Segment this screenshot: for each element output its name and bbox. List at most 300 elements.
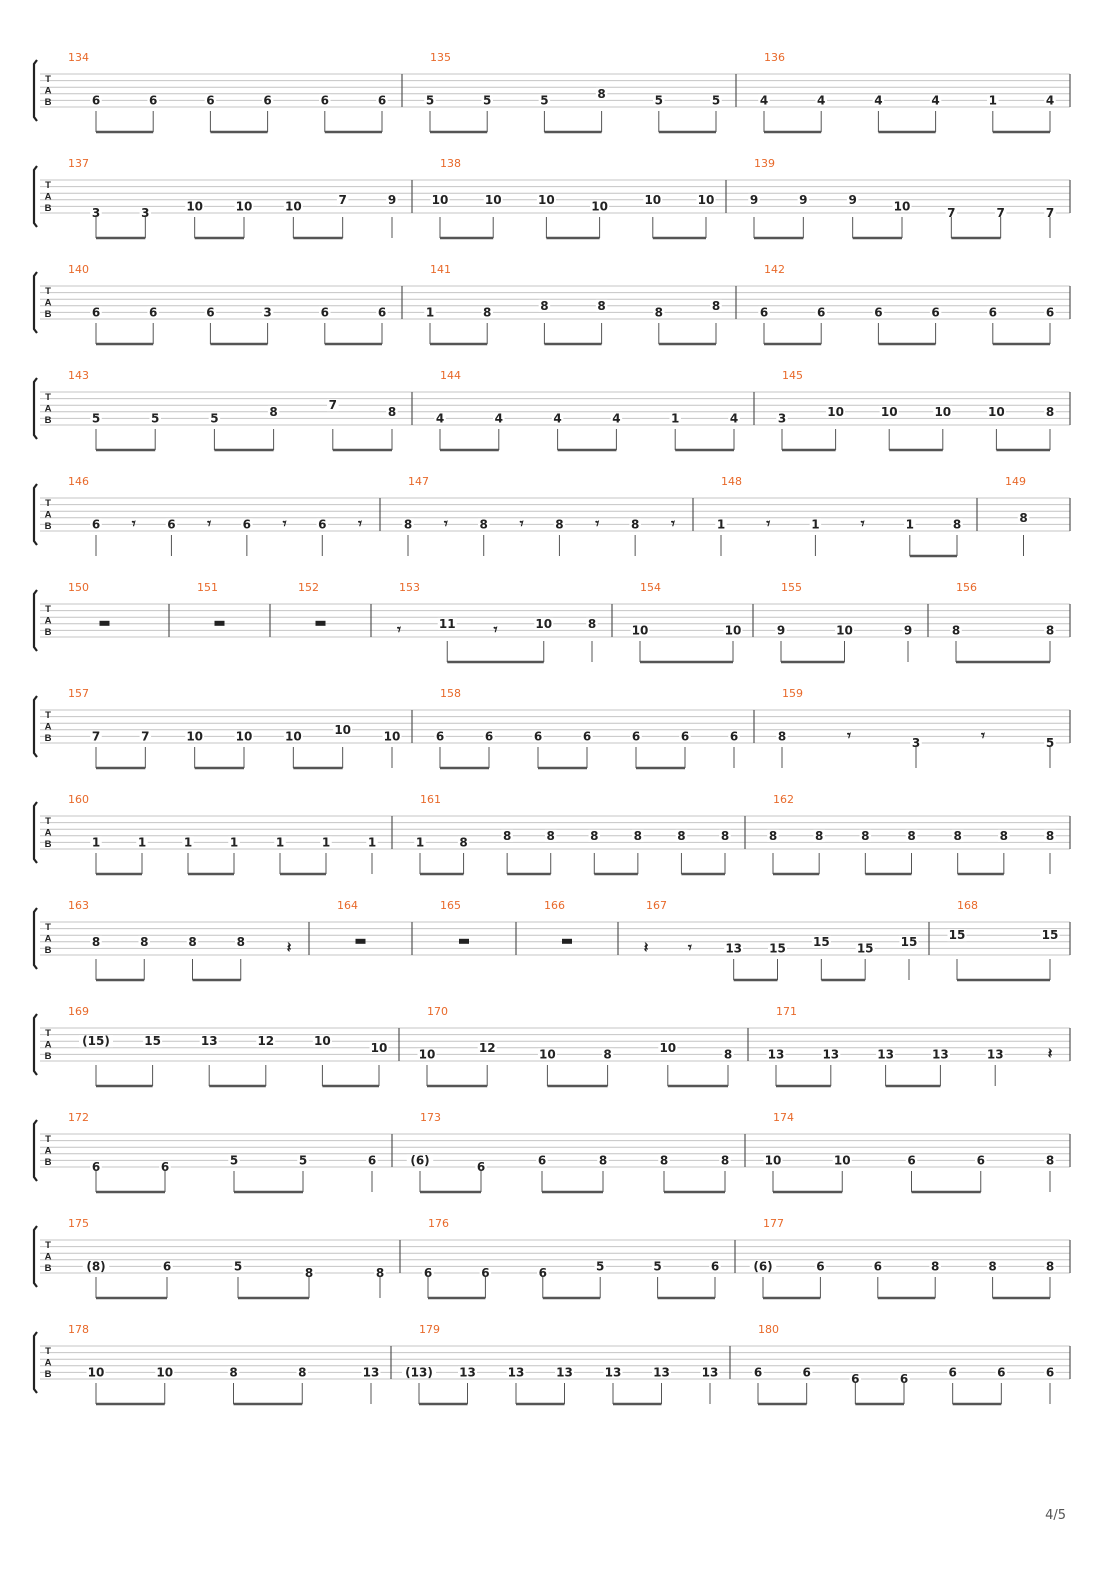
measure-number: 162 [773,793,794,806]
fret-number: 10 [484,192,502,207]
fret-number: 10 [697,192,715,207]
measure-number: 159 [782,687,803,700]
fret-number: 8 [931,1259,940,1274]
fret-number: 10 [827,404,844,419]
tab-clef-letter: A [44,827,52,839]
tab-clef-letter: T [45,1240,51,1251]
fret-number: 8 [555,517,564,532]
fret-number: 10 [893,199,911,214]
fret-number: 6 [948,1365,957,1380]
fret-number: 6 [631,729,641,744]
measure-number: 139 [754,157,775,170]
measure-number: 138 [440,157,461,170]
fret-number: 10 [880,404,898,419]
tab-clef-letter: T [45,392,51,403]
fret-number: 8 [502,828,512,843]
fret-number: 7 [91,729,101,744]
fret-number: 5 [229,1153,239,1168]
measure-number: 168 [957,899,978,912]
fret-number: 8 [269,404,278,419]
measure-number: 153 [399,581,420,594]
measure-number: 150 [68,581,89,594]
fret-number: 8 [677,828,686,843]
tab-clef-letter: B [44,97,52,108]
measure-number: 174 [773,1111,794,1124]
tab-clef-letter: B [44,733,52,744]
rest-symbol: 𝄽 [643,938,649,957]
fret-number: 7 [328,398,337,413]
fret-number: 4 [931,93,940,108]
tab-clef-letter: A [44,1039,52,1051]
fret-number: 6 [435,729,445,744]
fret-number: 8 [630,517,640,532]
fret-number: 10 [334,722,352,737]
whole-rest [356,939,366,944]
fret-number: 8 [597,298,606,313]
fret-number: 4 [759,93,769,108]
fret-number: 15 [1041,928,1059,943]
fret-number: 6 [680,729,690,744]
fret-number: 15 [856,941,874,956]
fret-number: 6 [320,305,329,320]
fret-number: 12 [257,1034,275,1049]
measure-number: 144 [440,369,461,382]
system-bracket [34,272,37,333]
fret-number: 9 [387,192,397,207]
fret-number: 8 [907,828,916,843]
fret-number: 13 [556,1365,573,1380]
fret-number: 10 [87,1365,105,1380]
fret-number: 8 [1045,623,1055,638]
rest-symbol: 𝄾 [519,514,524,533]
measure-number: 143 [68,369,89,382]
fret-number: 8 [1045,828,1055,843]
fret-number: 6 [367,1153,377,1168]
fret-number: 4 [494,411,503,426]
fret-number: 9 [776,623,786,638]
fret-number: 1 [905,517,914,532]
tab-clef-letter: B [44,945,52,956]
fret-number: (8) [86,1259,106,1274]
rest-symbol: 𝄽 [1047,1044,1053,1063]
page-number: 4/5 [1045,1508,1066,1523]
fret-number: 10 [764,1153,782,1168]
whole-rest [459,939,469,944]
whole-rest [562,939,572,944]
measure-number: 135 [430,51,451,64]
fret-number: 6 [242,517,252,532]
measure-number: 164 [337,899,358,912]
fret-number: 6 [976,1153,985,1168]
system-bracket [34,1226,37,1287]
fret-number: 10 [833,1153,851,1168]
whole-rest [215,621,225,626]
fret-number: 8 [229,1365,238,1380]
measure-number: 146 [68,475,89,488]
fret-number: 6 [582,729,592,744]
fret-number: 13 [604,1365,622,1380]
fret-number: 6 [753,1365,763,1380]
tab-clef-letter: B [44,1263,52,1274]
system-bracket [34,1120,37,1181]
fret-number: 8 [188,934,197,949]
fret-number: 6 [931,305,940,320]
fret-number: 8 [633,828,643,843]
fret-number: 8 [988,1259,997,1274]
fret-number: 10 [284,729,302,744]
fret-number: 10 [591,199,608,214]
fret-number: (6) [753,1259,773,1274]
fret-number: 5 [653,1259,662,1274]
fret-number: 13 [701,1365,719,1380]
fret-number: 4 [729,411,739,426]
system-bracket [34,696,37,757]
tab-clef-letter: A [44,403,52,415]
fret-number: 6 [91,517,101,532]
fret-number: 3 [777,411,787,426]
fret-number: 6 [538,1266,547,1280]
fret-number: 5 [151,411,160,426]
fret-number: 10 [186,199,204,214]
fret-number: 5 [233,1259,243,1274]
fret-number: 13 [459,1365,476,1380]
rest-symbol: 𝄾 [847,726,851,745]
fret-number: 8 [768,828,778,843]
fret-number: 1 [275,835,285,850]
tab-clef-letter: B [44,627,52,638]
fret-number: 10 [631,623,649,638]
fret-number: 13 [767,1047,785,1062]
fret-number: 10 [724,623,742,638]
fret-number: 10 [314,1034,331,1049]
measure-number: 177 [763,1217,784,1230]
fret-number: (15) [82,1034,110,1049]
system-bracket [34,1014,37,1075]
fret-number: 10 [934,404,952,419]
fret-number: 8 [951,623,961,638]
fret-number: 10 [431,192,449,207]
tab-clef-letter: T [45,604,51,615]
fret-number: 6 [160,1160,170,1174]
whole-rest [316,621,326,626]
fret-number: 5 [654,93,663,108]
rest-symbol: 𝄽 [286,938,292,957]
fret-number: 5 [425,93,435,108]
fret-number: 6 [907,1153,916,1168]
fret-number: 8 [598,1153,608,1168]
fret-number: 8 [459,835,468,850]
whole-rest [100,621,110,626]
fret-number: 6 [206,305,215,320]
fret-number: 13 [822,1047,840,1062]
fret-number: 13 [932,1047,949,1062]
tab-clef-letter: T [45,1028,51,1039]
fret-number: 6 [759,305,769,320]
measure-number: 180 [758,1323,779,1336]
fret-number: 6 [729,729,739,744]
measure-number: 134 [68,51,89,64]
tab-clef-letter: A [44,1251,52,1263]
tab-clef-letter: B [44,415,52,426]
rest-symbol: 𝄾 [981,726,985,745]
fret-number: 6 [817,305,826,320]
fret-number: 6 [377,305,387,320]
fret-number: 7 [1045,206,1055,220]
rest-symbol: 𝄾 [282,514,287,533]
fret-number: 8 [597,86,606,101]
system-bracket [34,378,37,439]
fret-number: 4 [435,411,445,426]
fret-number: 6 [318,517,327,532]
system-bracket [34,908,37,969]
fret-number: 3 [141,206,150,220]
fret-number: 15 [769,941,786,956]
fret-number: 5 [711,93,721,108]
fret-number: 7 [996,206,1005,220]
fret-number: 8 [140,934,149,949]
fret-number: 6 [874,305,883,320]
tab-clef-letter: A [44,191,52,203]
measure-number: 147 [408,475,429,488]
tab-clef-letter: A [44,933,52,945]
system-bracket [34,166,37,227]
rest-symbol: 𝄾 [595,514,600,533]
rest-symbol: 𝄾 [358,514,362,533]
fret-number: 12 [478,1040,496,1055]
tab-clef-letter: B [44,1369,52,1380]
fret-number: 10 [836,623,853,638]
fret-number: 6 [484,729,494,744]
measure-number: 176 [428,1217,449,1230]
fret-number: 10 [235,729,253,744]
fret-number: 6 [91,305,101,320]
fret-number: 6 [377,93,387,108]
fret-number: 8 [298,1365,307,1380]
fret-number: 10 [186,729,204,744]
fret-number: 8 [587,616,597,631]
fret-number: 1 [321,835,331,850]
fret-number: 1 [367,835,377,850]
system-bracket [34,484,37,545]
fret-number: 3 [263,305,272,320]
fret-number: 6 [1045,1365,1055,1380]
fret-number: 5 [483,93,492,108]
fret-number: 8 [546,828,555,843]
measure-number: 170 [427,1005,448,1018]
tab-clef-letter: B [44,1157,52,1168]
tab-clef-letter: T [45,816,51,827]
fret-number: 6 [899,1372,909,1386]
fret-number: 6 [816,1259,825,1274]
fret-number: 8 [375,1266,385,1280]
tab-clef-letter: A [44,1145,52,1157]
fret-number: 1 [91,835,101,850]
measure-number: 179 [419,1323,440,1336]
measure-number: 156 [956,581,977,594]
fret-number: 13 [725,941,743,956]
measure-number: 167 [646,899,667,912]
fret-number: 13 [653,1365,670,1380]
fret-number: 10 [156,1365,174,1380]
fret-number: 8 [711,298,721,313]
tab-clef-letter: T [45,286,51,297]
fret-number: 8 [720,828,730,843]
fret-number: 10 [538,192,555,207]
fret-number: 8 [814,828,824,843]
fret-number: 1 [988,93,997,108]
measure-number: 158 [440,687,461,700]
rest-symbol: 𝄾 [766,514,771,533]
fret-number: 10 [644,192,662,207]
tab-clef-letter: T [45,710,51,721]
tab-clef-letter: B [44,1051,52,1062]
fret-number: 8 [91,934,101,949]
tab-clef-letter: T [45,1134,51,1145]
fret-number: 8 [387,404,397,419]
rest-symbol: 𝄾 [493,620,498,639]
fret-number: 8 [654,305,663,320]
fret-number: 10 [284,199,302,214]
fret-number: 3 [91,206,101,220]
measure-number: 152 [298,581,319,594]
measure-number: 175 [68,1217,89,1230]
fret-number: 8 [540,298,549,313]
fret-number: 8 [236,934,245,949]
measure-number: 160 [68,793,89,806]
fret-number: 8 [1045,1259,1055,1274]
fret-number: 8 [479,517,488,532]
fret-number: 4 [874,93,883,108]
measure-number: 154 [640,581,661,594]
fret-number: 10 [988,404,1005,419]
fret-number: 1 [716,517,726,532]
fret-number: 6 [91,93,101,108]
fret-number: 6 [851,1372,860,1386]
fret-number: 13 [507,1365,525,1380]
fret-number: 6 [162,1259,172,1274]
tab-clef-letter: T [45,498,51,509]
fret-number: 10 [370,1040,388,1055]
tab-clef-letter: A [44,1357,52,1369]
fret-number: 1 [425,305,435,320]
fret-number: 10 [418,1047,436,1062]
rest-symbol: 𝄾 [443,514,448,533]
fret-number: 6 [537,1153,547,1168]
measure-number: 157 [68,687,89,700]
fret-number: 8 [304,1266,314,1280]
fret-number: 1 [229,835,239,850]
tab-clef-letter: B [44,309,52,320]
fret-number: 4 [612,411,621,426]
fret-number: 7 [141,729,150,744]
rest-symbol: 𝄾 [860,514,865,533]
tab-clef-letter: B [44,521,52,532]
fret-number: (13) [405,1365,433,1380]
measure-number: 165 [440,899,461,912]
fret-number: 6 [710,1259,720,1274]
fret-number: 8 [723,1047,733,1062]
fret-number: (6) [410,1153,430,1168]
fret-number: 15 [948,928,966,943]
fret-number: 5 [540,93,549,108]
tab-clef-letter: A [44,297,52,309]
measure-number: 173 [420,1111,441,1124]
rest-symbol: 𝄾 [207,514,212,533]
tab-clef-letter: A [44,615,52,627]
tab-clef-letter: T [45,74,51,85]
measure-number: 141 [430,263,451,276]
fret-number: 9 [903,623,913,638]
measure-number: 142 [764,263,785,276]
fret-number: 8 [861,828,870,843]
fret-number: 8 [999,828,1009,843]
fret-number: 6 [206,93,215,108]
fret-number: 8 [952,517,962,532]
fret-number: 8 [1045,1153,1055,1168]
system-bracket [34,60,37,121]
fret-number: 10 [535,616,553,631]
fret-number: 9 [749,192,759,207]
tab-clef-letter: B [44,839,52,850]
fret-number: 11 [438,616,456,631]
measure-number: 169 [68,1005,89,1018]
measure-number: 161 [420,793,441,806]
fret-number: 13 [986,1047,1004,1062]
fret-number: 8 [483,305,492,320]
fret-number: 6 [1045,305,1055,320]
fret-number: 1 [671,411,680,426]
measure-number: 178 [68,1323,89,1336]
measure-number: 163 [68,899,89,912]
measure-number: 148 [721,475,742,488]
fret-number: 3 [911,736,921,750]
fret-number: 8 [659,1153,669,1168]
rest-symbol: 𝄾 [687,938,692,957]
fret-number: 5 [596,1259,605,1274]
fret-number: 6 [481,1266,490,1280]
fret-number: 7 [338,192,347,207]
measure-number: 145 [782,369,803,382]
tab-clef-letter: T [45,922,51,933]
fret-number: 7 [947,206,956,220]
tab-clef-letter: A [44,85,52,97]
fret-number: 9 [848,192,857,207]
fret-number: 13 [200,1034,218,1049]
fret-number: 15 [144,1034,161,1049]
fret-number: 6 [997,1365,1006,1380]
fret-number: 6 [320,93,329,108]
fret-number: 4 [1045,93,1055,108]
fret-number: 13 [877,1047,894,1062]
tab-clef-letter: T [45,1346,51,1357]
measure-number: 149 [1005,475,1026,488]
fret-number: 4 [817,93,826,108]
fret-number: 8 [720,1153,730,1168]
fret-number: 8 [1019,510,1028,525]
fret-number: 6 [802,1365,811,1380]
fret-number: 8 [777,729,787,744]
system-bracket [34,802,37,863]
fret-number: 1 [415,835,425,850]
fret-number: 6 [423,1266,433,1280]
fret-number: 6 [533,729,543,744]
rest-symbol: 𝄾 [397,620,401,639]
fret-number: 6 [149,93,158,108]
tab-clef-letter: A [44,721,52,733]
fret-number: 4 [553,411,562,426]
fret-number: 1 [811,517,820,532]
fret-number: 6 [167,517,176,532]
